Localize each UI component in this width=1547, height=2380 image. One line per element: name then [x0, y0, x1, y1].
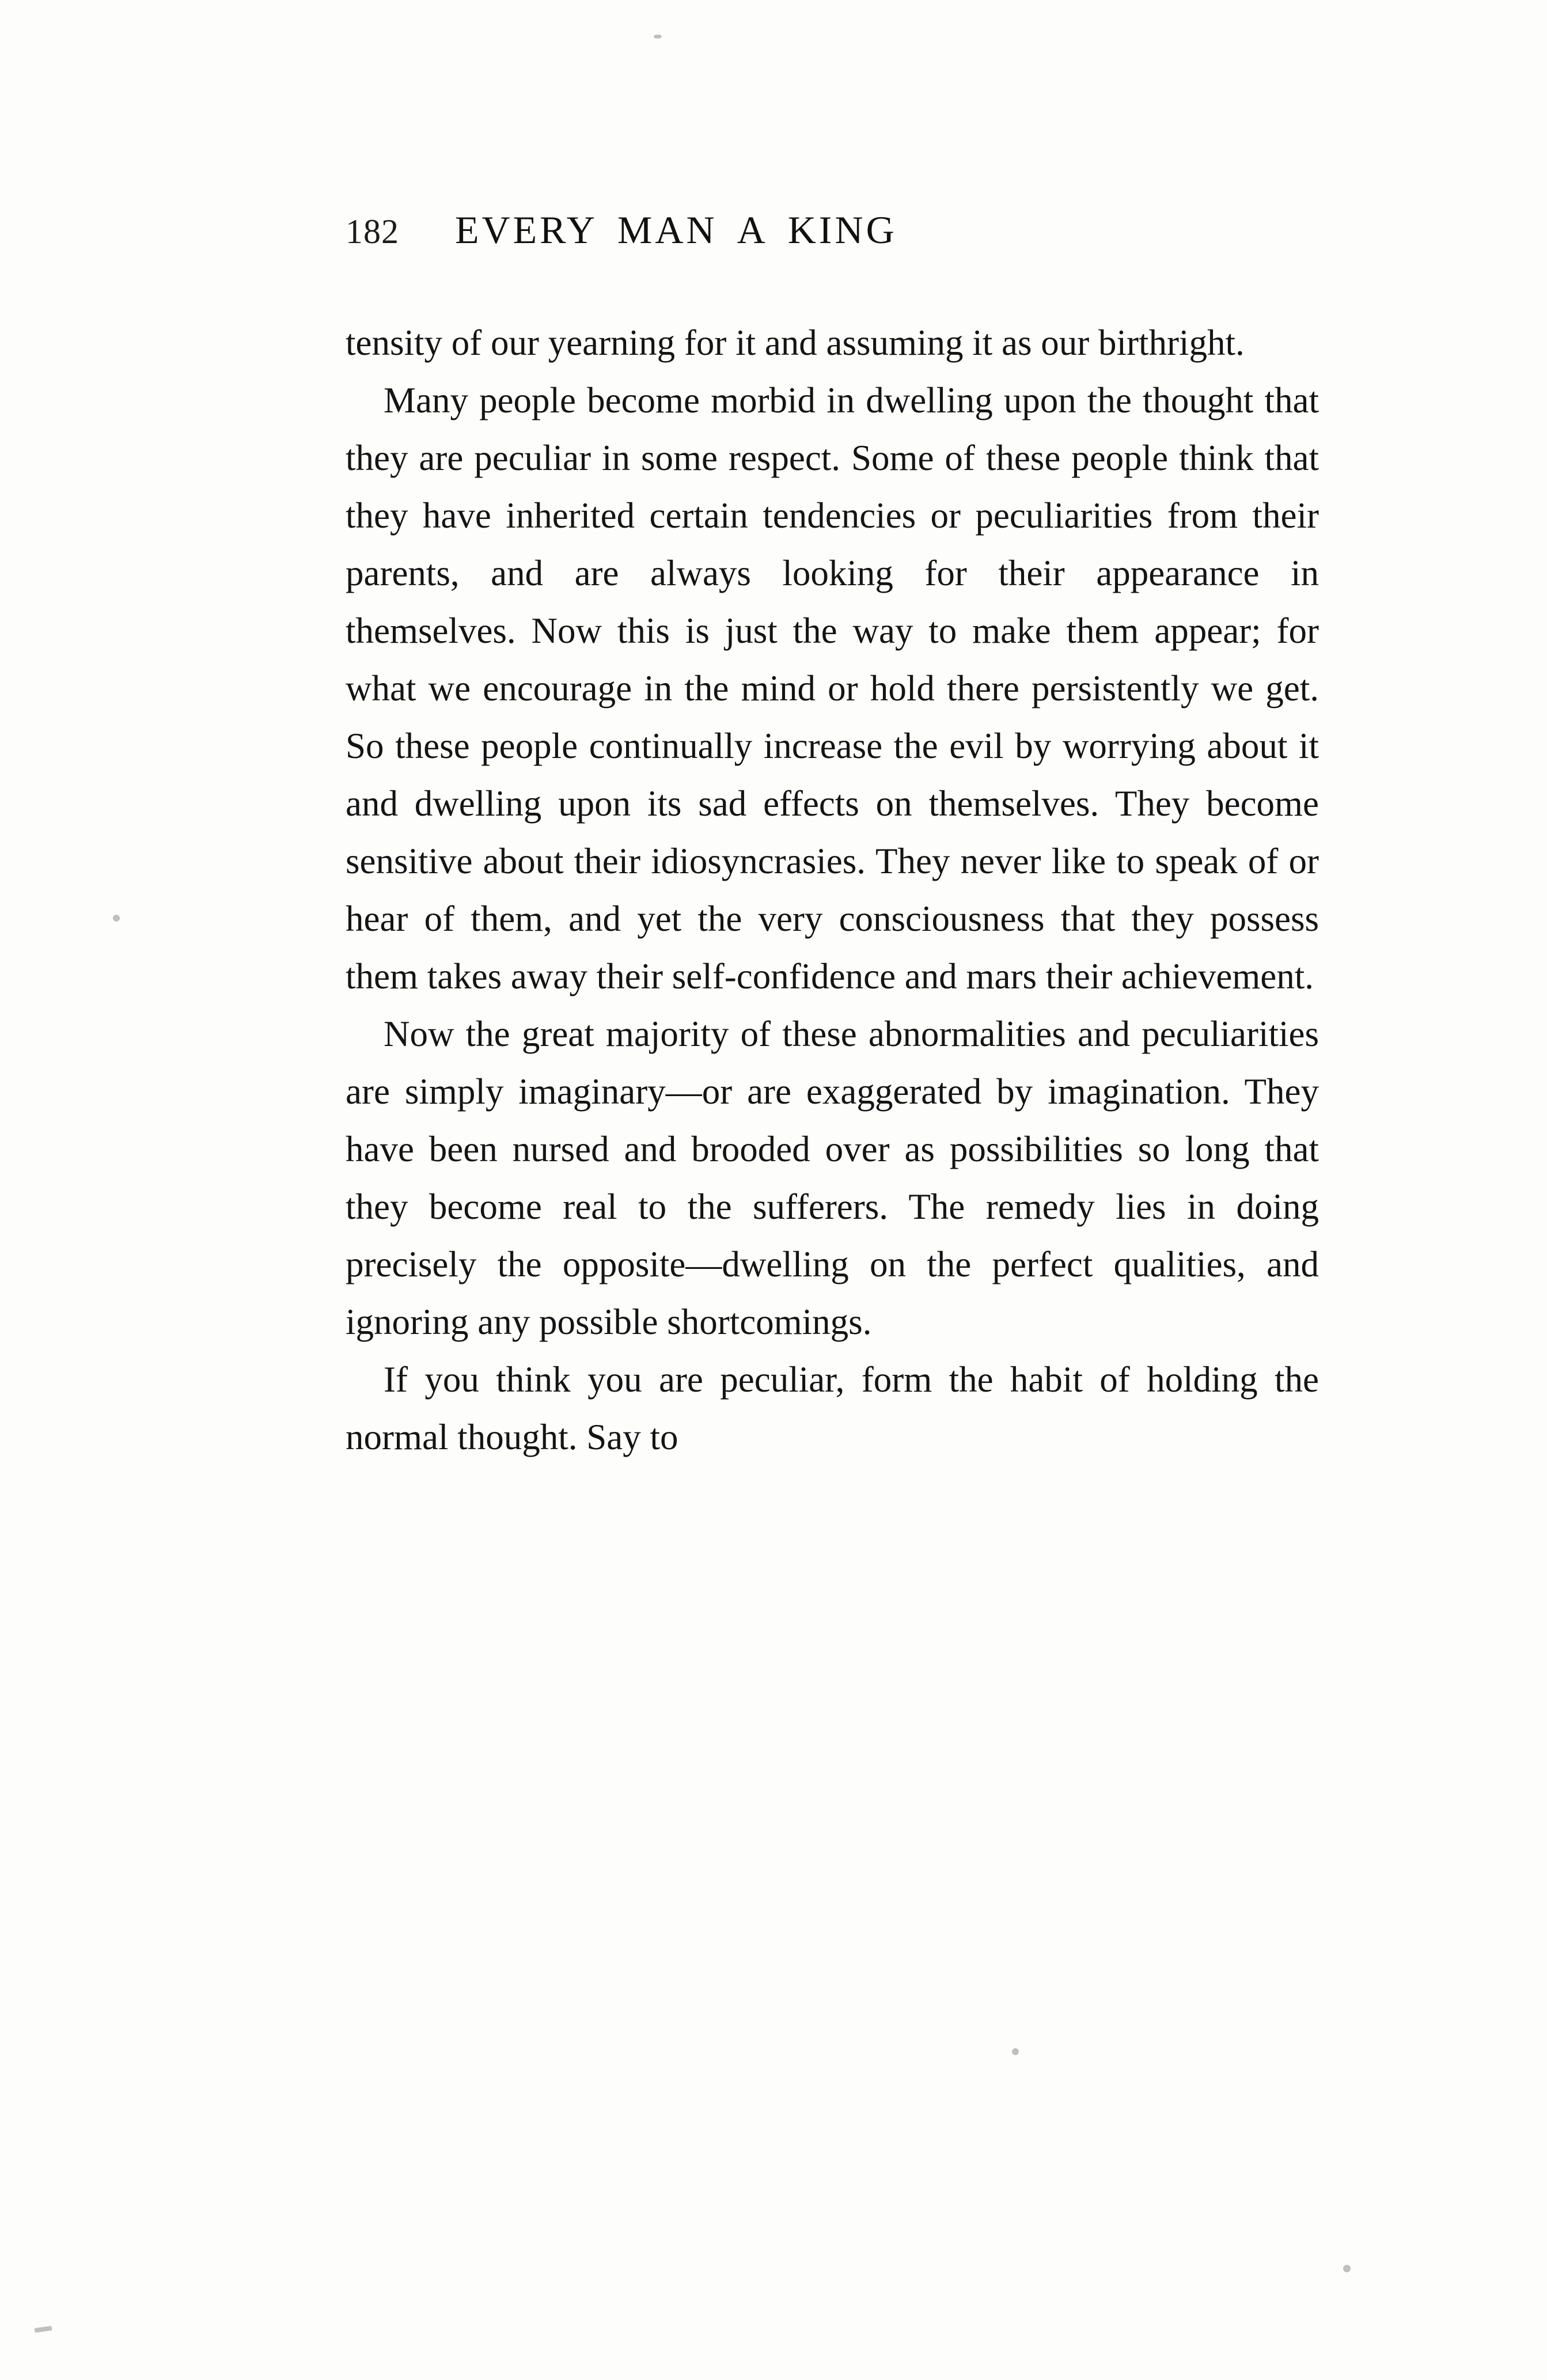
paragraph: Many people become morbid in dwelling upon the thought that they are peculiar in some respect. Some of these people think that they have inherited certain tendencies or peculiarities from their parents, and are always looking for their appearance in themselves. Now this is just the way to make them appear; for what we encourage in the mind or hold there persistently we get. So these people continually increase the evil by worrying about it and dwelling upon its sad effects on themselves. They become sensitive about their idiosyncrasies. They never like to speak of or hear of them, and yet the very consciousness that they possess them takes away their self-confidence and mars their achievement.: [346, 380, 1319, 996]
page-content: [346, 207, 1319, 1466]
scan-artifact-speck: [113, 915, 120, 922]
scan-artifact-speck: [1343, 2265, 1351, 2272]
page-header: [346, 207, 1319, 253]
page-number: 182: [346, 213, 399, 251]
paragraph: Now the great majority of these abnormalities and peculiarities are simply imaginary—or are exaggerated by imagination. They have been nursed and brooded over as possibilities so long that they become real to the sufferers. The remedy lies in doing precisely the opposite—dwelling on the perfect qualities, and ignoring any possible shortcomings.: [346, 1014, 1319, 1342]
running-title-word: KING: [787, 208, 897, 252]
scan-artifact-speck: [1012, 2048, 1019, 2055]
paragraph: tensity of our yearning for it and assuming it as our birthright.: [346, 323, 1245, 363]
running-title: [455, 207, 897, 253]
scan-artifact-mark: [35, 2326, 52, 2333]
body-text: [346, 314, 1319, 1466]
scan-artifact-speck: [654, 35, 662, 39]
running-title-word: EVERY: [455, 208, 598, 252]
running-title-word: MAN: [617, 208, 718, 252]
paragraph: If you think you are peculiar, form the habit of holding the normal thought. Say to: [346, 1359, 1319, 1457]
running-title-word: A: [737, 208, 768, 252]
